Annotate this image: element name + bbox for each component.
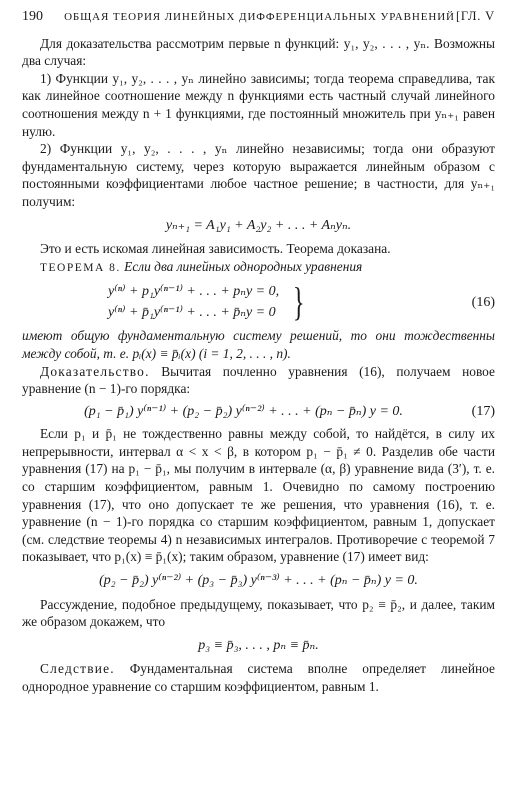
paragraph-4: Рассуждение, подобное предыдущему, показывает, что p₂ ≡ p̄₂, и далее, таким же образом докажем, что <box>22 596 495 630</box>
equation-tag-17: (17) <box>471 403 495 419</box>
case2-paragraph: 2) Функции y₁, y₂, . . . , yₙ линейно независимы; тогда они образуют фундаментальную систему, через которую выражается линейным образом с постоянными коэффициентами любое частное решение; в частности, для yₙ₊₁ получим: <box>22 141 495 209</box>
intro-paragraph: Для доказательства рассмотрим первые n функций: y₁, y₂, . . . , yₙ. Возможны два случая: <box>22 35 495 69</box>
theorem-label: ТЕОРЕМА 8. <box>40 261 121 274</box>
right-brace-icon: } <box>292 279 305 325</box>
page-header <box>22 8 495 27</box>
chapter-label: [ГЛ. V <box>455 9 495 23</box>
page-number: 190 <box>22 9 43 24</box>
corollary-label: Следствие. <box>40 661 115 677</box>
equation-17 <box>22 403 495 421</box>
linear-dependence-equation: yₙ₊₁ = A₁y₁ + A₂y₂ + . . . + Aₙyₙ. <box>165 217 352 233</box>
proof-text: Вычитая почленно уравнения (16), получаем новое уравнение (n − 1)-го порядка: <box>22 363 495 397</box>
theorem-statement <box>22 258 495 278</box>
system-line-2: y⁽ⁿ⁾ + p̄₁y⁽ⁿ⁻¹⁾ + . . . + p̄ₙy = 0 <box>108 305 276 321</box>
equation-17-body: (p₁ − p̄₁) y⁽ⁿ⁻¹⁾ + (p₂ − p̄₂) y⁽ⁿ⁻²⁾ + . . . + (pₙ − p̄ₙ) y = 0. <box>84 403 403 419</box>
theorem-continuation: имеют общую фундаментальную систему решений, то они тождественны между собой, т. е. pᵢ(x) ≡ p̄ᵢ(x) (i = 1, 2, . . . , n). <box>22 328 495 361</box>
proof-paragraph <box>22 363 495 398</box>
corollary-paragraph <box>22 660 495 695</box>
equation-19: p₃ ≡ p̄₃, . . . , pₙ ≡ p̄ₙ. <box>198 637 319 653</box>
equation-tag-16: (16) <box>471 294 495 310</box>
paragraph-3: Если p₁ и p̄₁ не тождественно равны между собой, то найдётся, в силу их непрерывности, интервал α < x < β, в котором p₁ − p̄₁ ≠ 0. Разделив обе части уравнения (17) на p₁ − p̄₁, мы получим в интервале (α, β) уравнение вида (3′), т. е. со старшим коэффициентом, равным 1. Очевидно по самому построению уравнения (17), что оно допускает те же решения, что уравнения (16), т. е. уравнение (n − 1)-го порядка со старшим коэффициентом, равным 1, допускает (см. следствие теоремы 4) n независимых интегралов. Противоречие с теоремой 7 показывает, что p₁(x) ≡ p̄₁(x); таким образом, уравнение (17) имеет вид: <box>22 426 495 565</box>
corollary-text: Фундаментальная система вполне определяет линейное однородное уравнение со старшим коэффициентом, равным 1. <box>22 661 495 694</box>
proof-label: Доказательство. <box>40 363 150 379</box>
equation-system-16 <box>22 281 495 323</box>
system-line-1: y⁽ⁿ⁾ + p₁y⁽ⁿ⁻¹⁾ + . . . + pₙy = 0, <box>108 284 280 300</box>
system-lines <box>108 281 279 323</box>
conclusion-paragraph: Это и есть искомая линейная зависимость. Теорема доказана. <box>40 241 391 257</box>
running-title: ОБЩАЯ ТЕОРИЯ ЛИНЕЙНЫХ ДИФФЕРЕНЦИАЛЬНЫХ УРАВНЕНИЙ <box>64 11 455 23</box>
case1-paragraph: 1) Функции y₁, y₂, . . . , yₙ линейно зависимы; тогда теорема справедлива, так как линейное соотношение между n функциями есть частный случай линейного соотношения между n + 1 функциями, где постоянный множитель при yₙ₊₁ равен нулю. <box>22 70 495 139</box>
theorem-text: Если два линейных однородных уравнения <box>124 258 363 274</box>
equation-18: (p₂ − p̄₂) y⁽ⁿ⁻²⁾ + (p₃ − p̄₃) y⁽ⁿ⁻³⁾ + . . . + (pₙ − p̄ₙ) y = 0. <box>99 573 418 589</box>
